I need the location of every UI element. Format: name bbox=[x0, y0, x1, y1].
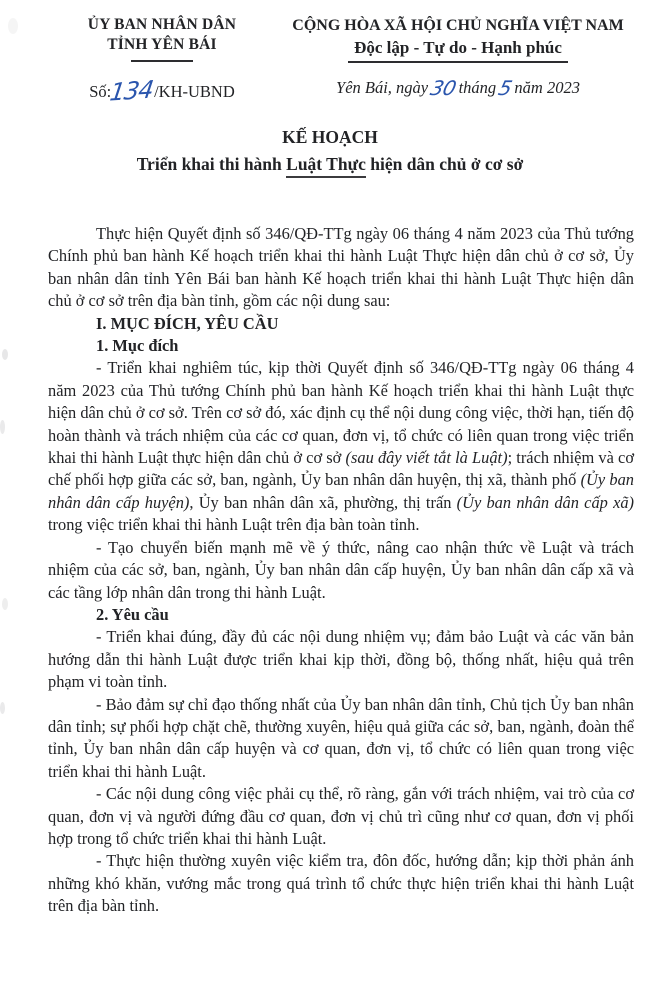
scan-artifact bbox=[0, 702, 5, 714]
paragraph bbox=[48, 357, 634, 536]
scan-artifact bbox=[2, 598, 8, 610]
issuing-authority-line2: TỈNH YÊN BÁI bbox=[107, 36, 217, 53]
national-motto: Độc lập - Tự do - Hạnh phúc bbox=[348, 38, 568, 63]
paragraph bbox=[48, 783, 634, 850]
document-body bbox=[48, 223, 634, 918]
document-number-suffix: /KH-UBND bbox=[154, 82, 235, 101]
document-number bbox=[42, 75, 282, 107]
paragraph-segment: I. MỤC ĐÍCH, YÊU CẦU bbox=[96, 313, 279, 333]
paragraph-segment: Thực hiện Quyết định số 346/QĐ-TTg ngày 06 tháng 4 năm 2023 của Thủ tướng Chính phủ ban hành Kế hoạch triển khai thi hành Luật Thực hiện dân chủ ở cơ sở, Ủy ban nhân dân tỉnh Yên Bái ban hành Kế hoạch triển khai thi hành Luật Thực hiện dân chủ ở cơ sở trên địa bàn tỉnh, gồm các nội dung sau: bbox=[48, 224, 634, 311]
paragraph-segment: - Triển khai nghiêm túc, kịp thời Quyết định số 346/QĐ-TTg ngày 06 tháng 4 năm 2023 của Thủ tướng Chính phủ ban hành Kế hoạch triển khai thi hành Luật thực hiện dân chủ ở cơ sở. Trên cơ sở đó, xác định cụ thể nội dung công việc, thời hạn, tiến độ hoàn thành và trách nhiệm của các cơ quan, đơn vị, tổ chức có liên quan trong việc triển khai thi hành Luật thực hiện dân chủ ở cơ sở bbox=[48, 358, 634, 468]
document-title: KẾ HOẠCH bbox=[282, 127, 378, 147]
scan-artifact bbox=[0, 420, 5, 434]
document-subtitle bbox=[0, 151, 660, 177]
scan-artifact bbox=[8, 18, 18, 34]
subtitle-text-after: hiện dân chủ ở cơ sở bbox=[365, 154, 524, 174]
date-line bbox=[282, 76, 634, 98]
document-number-prefix: Số: bbox=[89, 82, 112, 101]
section-heading bbox=[48, 313, 634, 335]
date-part1: Yên Bái, ngày bbox=[336, 78, 429, 97]
paragraph-segment: - Tạo chuyển biến mạnh mẽ về ý thức, nâng cao nhận thức về Luật và trách nhiệm của các sở, ban, ngành, Ủy ban nhân dân cấp huyện, Ủy ban nhân dân cấp xã và các tầng lớp nhân dân trong thi hành Luật. bbox=[48, 537, 634, 602]
national-header-block bbox=[282, 15, 634, 102]
section-heading bbox=[48, 335, 634, 357]
date-month-handwritten: 5 bbox=[496, 76, 515, 100]
date-part3: năm 2023 bbox=[514, 78, 580, 97]
paragraph-segment: - Các nội dung công việc phải cụ thể, rõ ràng, gắn với trách nhiệm, vai trò của cơ quan, đơn vị và người đứng đầu cơ quan, đơn vị chủ trì cũng như cơ quan, đơn vị phối hợp trong tổ chức triển khai thi hành Luật. bbox=[48, 784, 634, 848]
paragraph-segment: , Ủy ban nhân dân xã, phường, thị trấn bbox=[189, 492, 457, 512]
paragraph-segment: - Triển khai đúng, đầy đủ các nội dung nhiệm vụ; đảm bảo Luật và các văn bản hướng dẫn thi hành Luật được triển khai kịp thời, đồng bộ, thống nhất, hiệu quả trên phạm vi toàn tỉnh. bbox=[48, 627, 634, 692]
paragraph bbox=[48, 626, 634, 693]
issuing-authority-line1: ỦY BAN NHÂN DÂN bbox=[87, 16, 237, 33]
subtitle-text-before: Triển khai thi hành bbox=[136, 154, 287, 174]
document-header bbox=[0, 0, 660, 107]
date-day-handwritten: 30 bbox=[428, 76, 459, 100]
issuing-authority-block bbox=[42, 15, 282, 107]
scan-artifact bbox=[2, 349, 8, 360]
paragraph-segment: 1. Mục đích bbox=[96, 336, 179, 356]
paragraph-segment: - Bảo đảm sự chỉ đạo thống nhất của Ủy ban nhân dân tỉnh, Chủ tịch Ủy ban nhân dân tỉnh; sự phối hợp chặt chẽ, thường xuyên, hiệu quả giữa các sở, ban, ngành, đoàn thể tỉnh, Ủy ban nhân dân cấp huyện và cơ quan, đơn vị, tổ chức có liên quan trong việc triển khai thi hành Luật. bbox=[48, 694, 634, 781]
paragraph-italic-segment: (sau đây viết tắt là Luật) bbox=[345, 448, 508, 468]
paragraph bbox=[48, 694, 634, 784]
section-heading bbox=[48, 604, 634, 626]
paragraph bbox=[48, 850, 634, 917]
document-number-handwritten: 134 bbox=[108, 75, 156, 107]
paragraph bbox=[48, 223, 634, 313]
authority-divider-line bbox=[131, 60, 193, 62]
paragraph bbox=[48, 537, 634, 604]
paragraph-segment: ; trách nhiệm và cơ chế phối hợp giữa các sở, ban, ngành, Ủy ban nhân dân huyện, thị xã, thành phố bbox=[48, 448, 634, 490]
date-part2: tháng bbox=[458, 78, 497, 97]
national-name: CỘNG HÒA XÃ HỘI CHỦ NGHĨA VIỆT NAM bbox=[292, 17, 624, 34]
paragraph-segment: - Thực hiện thường xuyên việc kiểm tra, đôn đốc, hướng dẫn; kịp thời phản ánh những khó khăn, vướng mắc trong quá trình tổ chức thực hiện triển khai thi hành Luật trên địa bàn tỉnh. bbox=[48, 851, 634, 916]
paragraph-italic-segment: (Ủy ban nhân dân cấp huyện) bbox=[48, 470, 634, 512]
subtitle-underlined-text: Luật Thực bbox=[286, 154, 366, 178]
paragraph-segment: trong việc triển khai thi hành Luật trên địa bàn toàn tỉnh. bbox=[48, 515, 420, 535]
paragraph-italic-segment: (Ủy ban nhân dân cấp xã) bbox=[456, 492, 635, 512]
document-title-block bbox=[0, 125, 660, 177]
paragraph-segment: 2. Yêu cầu bbox=[96, 604, 169, 624]
